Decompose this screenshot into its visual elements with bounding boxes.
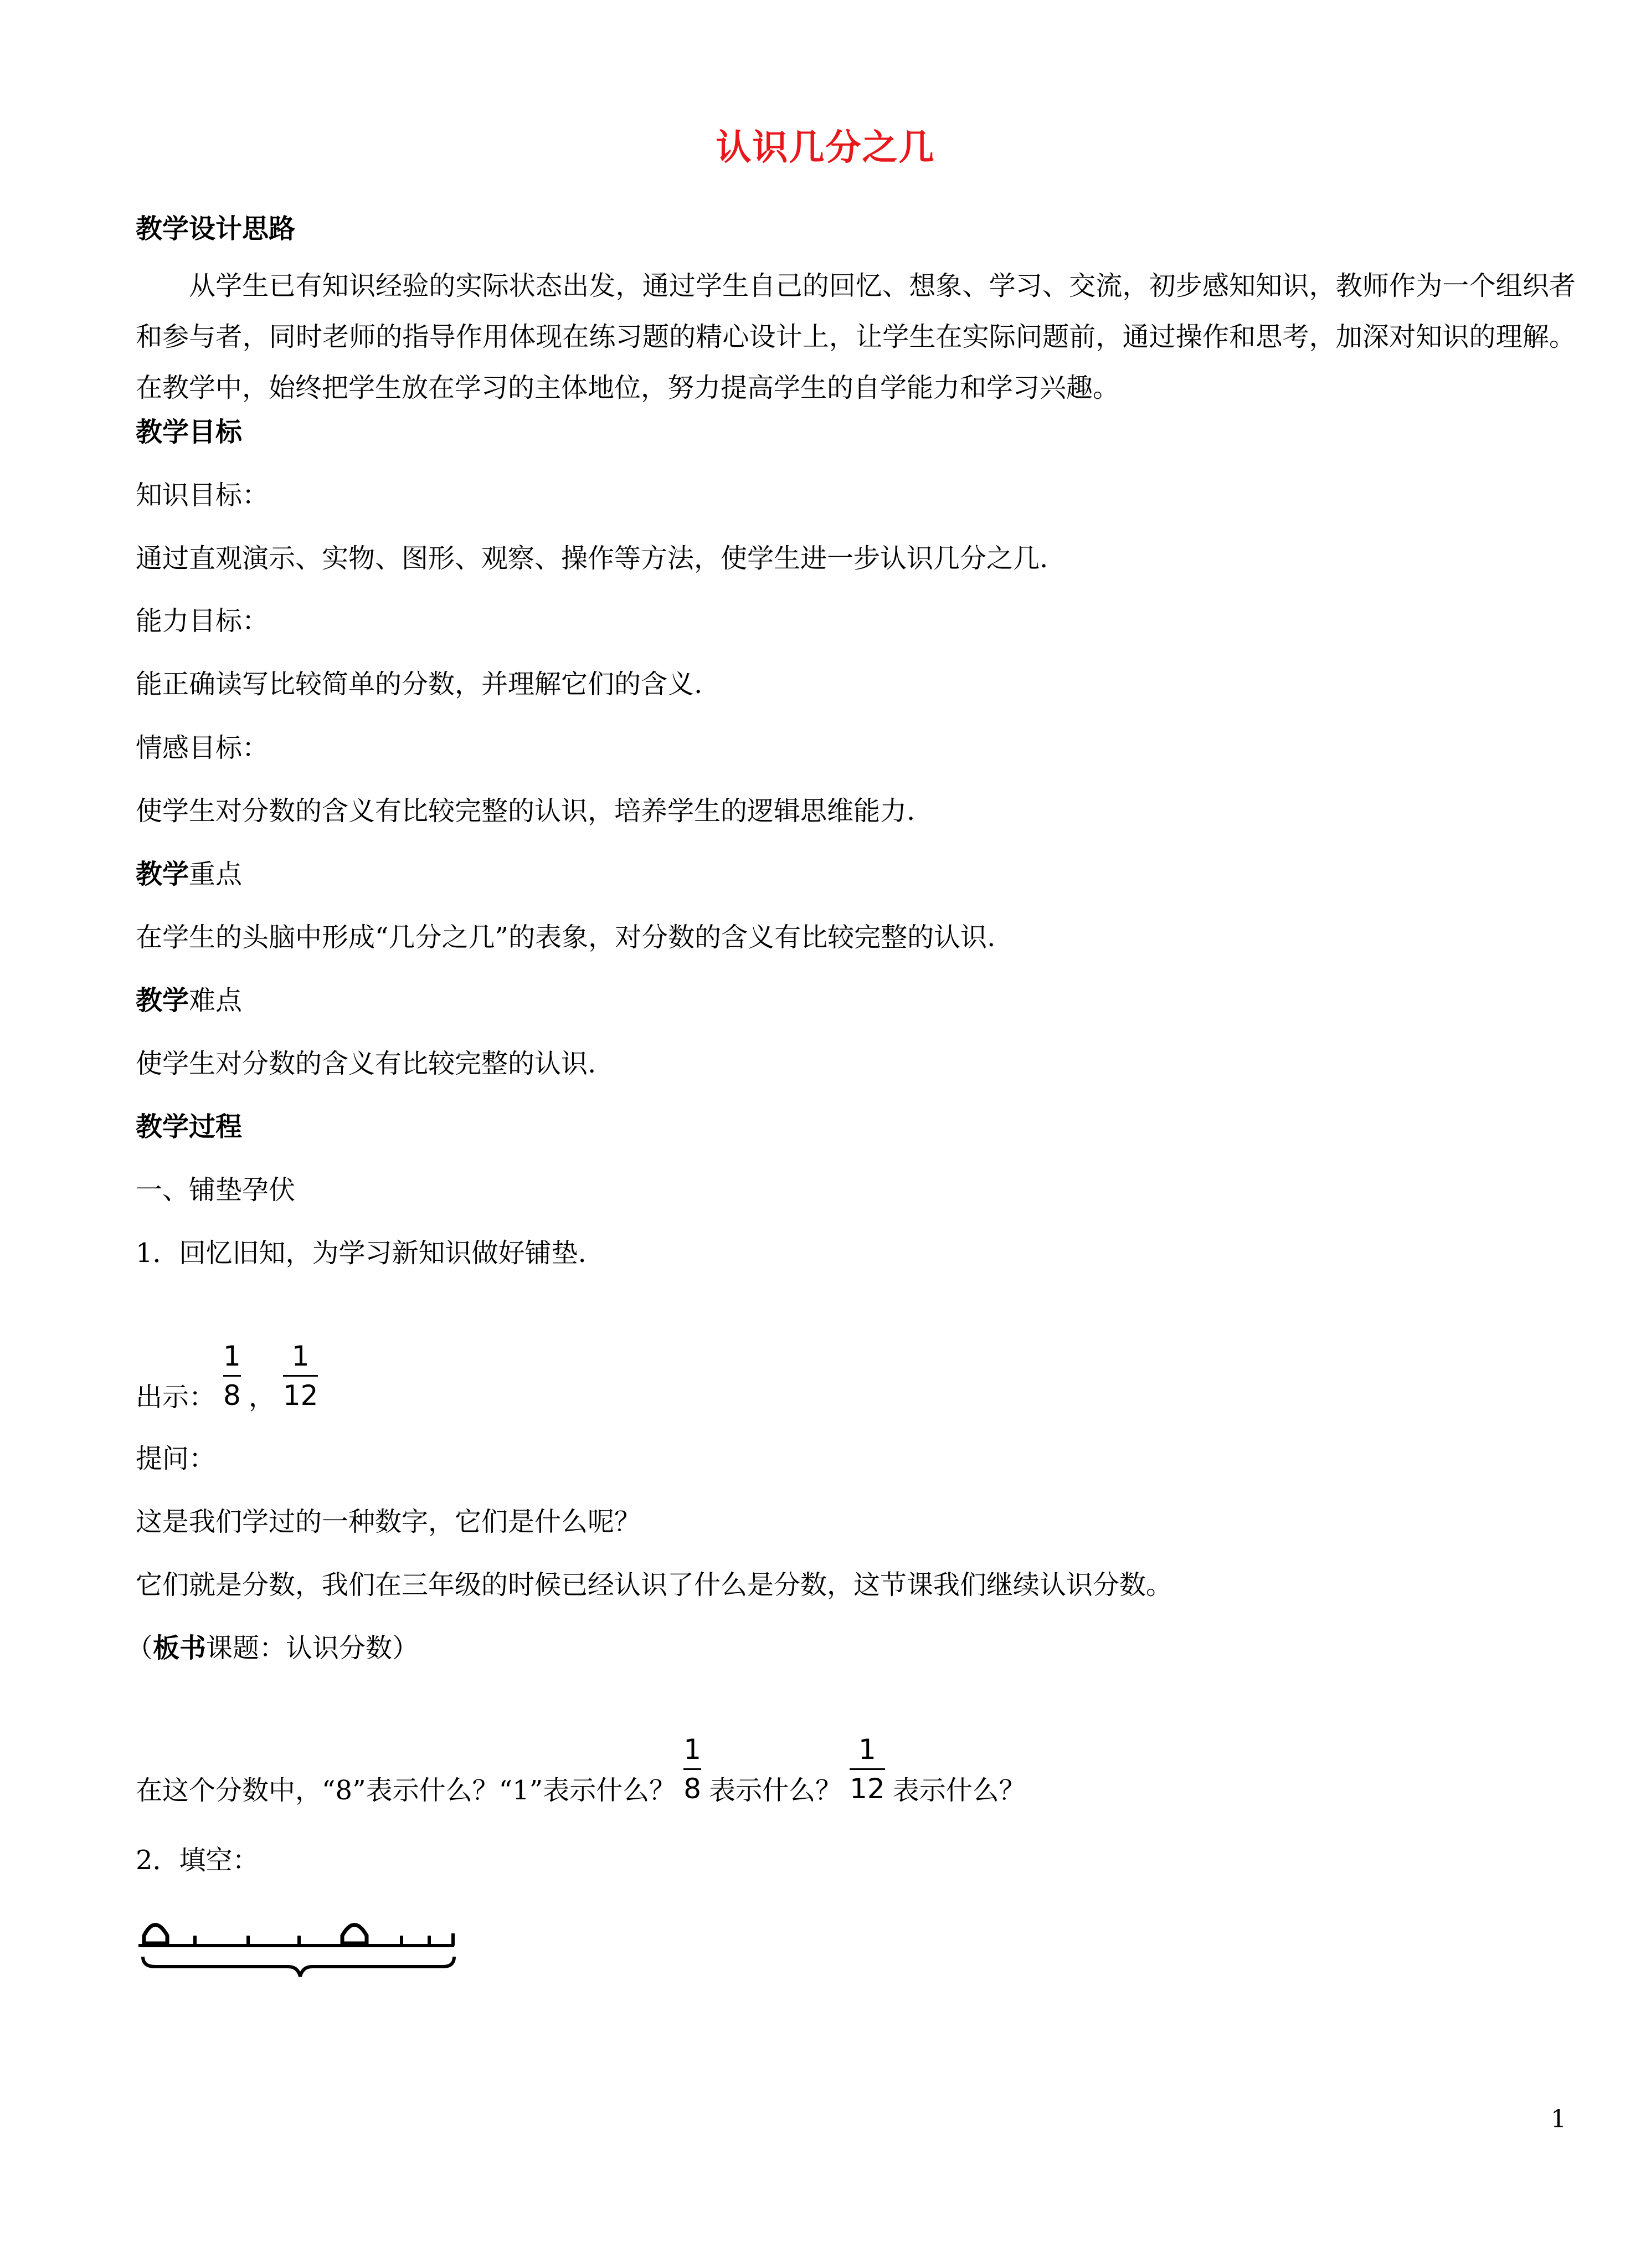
ability-goal-text: 能正确读写比较简单的分数，并理解它们的含义. xyxy=(136,669,703,700)
knowledge-goal-label: 知识目标： xyxy=(136,480,269,511)
page-title: 认识几分之几 xyxy=(716,127,935,168)
key-point-heading-bold: 教学 xyxy=(136,859,189,890)
section-one-title: 一、铺垫孕伏 xyxy=(136,1174,296,1205)
fraction-numerator: 1 xyxy=(291,1340,310,1372)
difficulty-heading-bold: 教学 xyxy=(136,985,189,1016)
board-rest: 课题：认识分数） xyxy=(206,1633,419,1664)
fraction-bar xyxy=(850,1768,885,1770)
emotion-goal-label: 情感目标： xyxy=(136,732,269,763)
fraction-bar xyxy=(223,1375,241,1377)
process-heading: 教学过程 xyxy=(136,1111,243,1142)
question-two xyxy=(136,1733,1026,1829)
fraction-separator: ， xyxy=(248,1382,275,1413)
fraction-denominator: 12 xyxy=(850,1773,885,1805)
fraction-numerator: 1 xyxy=(223,1340,241,1372)
tick-marks xyxy=(195,1933,453,1946)
difficulty-heading-rest: 难点 xyxy=(189,985,243,1016)
board-bold: 板书 xyxy=(153,1633,207,1664)
difficulty-text: 使学生对分数的含义有比较完整的认识. xyxy=(136,1048,596,1079)
board-note xyxy=(126,1633,419,1664)
fraction-numerator: 1 xyxy=(858,1733,876,1766)
fraction-denominator: 8 xyxy=(223,1379,241,1412)
design-heading: 教学设计思路 xyxy=(136,213,296,244)
fraction-one-twelfth xyxy=(850,1733,885,1805)
step-one-text: 1．回忆旧知，为学习新知识做好铺垫. xyxy=(136,1238,587,1269)
show-fractions-line xyxy=(136,1340,326,1435)
fraction-denominator: 8 xyxy=(683,1773,702,1805)
triangle-icon xyxy=(342,1925,367,1944)
triangle-icon xyxy=(144,1925,167,1944)
question-two-part1: 在这个分数中，“8”表示什么？“1”表示什么？ xyxy=(136,1775,676,1806)
fraction-one-eighth xyxy=(683,1733,701,1805)
page-number: 1 xyxy=(1551,2105,1566,2133)
difficulty-heading xyxy=(136,985,242,1016)
key-point-heading xyxy=(136,859,242,890)
fraction-denominator: 12 xyxy=(282,1379,318,1412)
fraction-numerator: 1 xyxy=(683,1733,702,1766)
show-label: 出示： xyxy=(136,1382,216,1413)
fraction-one-twelfth xyxy=(283,1340,318,1412)
design-paragraph: 从学生已有知识经验的实际状态出发，通过学生自己的回忆、想象、学习、交流，初步感知知识，教师作为一个组织者和参与者，同时老师的指导作用体现在练习题的精心设计上，让学生在实际问题前，通过操作和思考，加深对知识的理解。在教学中，始终把学生放在学习的主体地位，努力提高学生的自学能力和学习兴趣。 xyxy=(136,270,1576,403)
question-one: 这是我们学过的一种数字，它们是什么呢？ xyxy=(136,1506,641,1537)
board-open-paren: （ xyxy=(126,1633,153,1664)
key-point-heading-rest: 重点 xyxy=(189,859,243,890)
fill-blank-figure xyxy=(133,1911,460,1983)
fraction-bar xyxy=(283,1375,318,1377)
key-point-text: 在学生的头脑中形成“几分之几”的表象，对分数的含义有比较完整的认识. xyxy=(136,922,996,953)
ask-label: 提问： xyxy=(136,1443,216,1474)
answer-one: 它们就是分数，我们在三年级的时候已经认识了什么是分数，这节课我们继续认识分数。 xyxy=(136,1569,1173,1600)
brace-icon xyxy=(143,1957,454,1977)
goals-heading: 教学目标 xyxy=(136,417,243,448)
knowledge-goal-text: 通过直观演示、实物、图形、观察、操作等方法，使学生进一步认识几分之几. xyxy=(136,543,1048,574)
fraction-bar xyxy=(683,1768,701,1770)
fraction-one-eighth xyxy=(223,1340,241,1412)
question-two-part2: 表示什么？ xyxy=(709,1775,842,1806)
question-two-part3: 表示什么？ xyxy=(892,1775,1026,1806)
ability-goal-label: 能力目标： xyxy=(136,606,269,637)
step-two-text: 2．填空： xyxy=(136,1845,259,1876)
emotion-goal-text: 使学生对分数的含义有比较完整的认识，培养学生的逻辑思维能力. xyxy=(136,796,915,827)
